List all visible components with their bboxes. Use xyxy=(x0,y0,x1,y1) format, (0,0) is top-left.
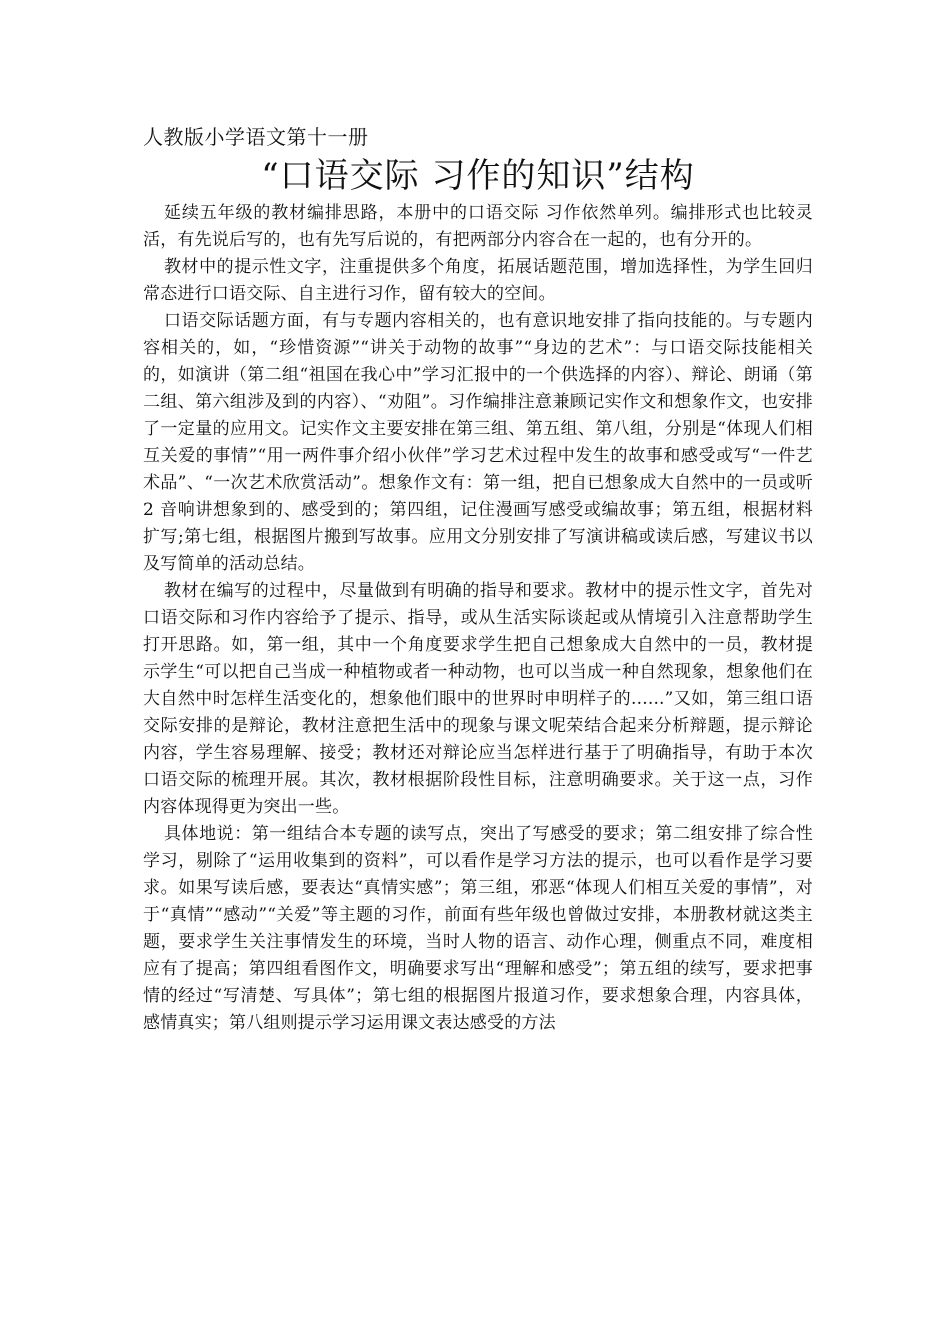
paragraph-4: 教材在编写的过程中，尽量做到有明确的指导和要求。教材中的提示性文字，首先对口语交际和习作内容给予了提示、指导，或从生活实际谈起或从情境引入注意帮助学生打开思路。如，第一组，其中一个角度要求学生把自己想象成大自然中的一员，教材提示学生“可以把自己当成一种植物或者一种动物，也可以当成一种自然现象，想象他们在大自然中时怎样生活变化的，想象他们眼中的世界时申明样子的......”又如，第三组口语交际安排的是辩论，教材注意把生活中的现象与课文呢荣结合起来分析辩题，提示辩论内容，学生容易理解、接受；教材还对辩论应当怎样进行基于了明确指导，有助于本次口语交际的梳理开展。其次，教材根据阶段性目标，注意明确要求。关于这一点，习作内容体现得更为突出一些。 xyxy=(143,581,813,817)
document-title: “口语交际 习作的知识”结构 xyxy=(261,156,695,196)
paragraph-1: 延续五年级的教材编排思路，本册中的口语交际 习作依然单列。编排形式也比较灵活，有先说后写的，也有先写后说的，有把两部分内容合在一起的，也有分开的。 xyxy=(143,203,813,250)
document-subtitle: 人教版小学语文第十一册 xyxy=(143,125,369,149)
paragraph-2: 教材中的提示性文字，注重提供多个角度，拓展话题范围，增加选择性，为学生回归常态进行口语交际、自主进行习作，留有较大的空间。 xyxy=(143,257,813,304)
paragraph-3: 口语交际话题方面，有与专题内容相关的，也有意识地安排了指向技能的。与专题内容相关的，如，“珍惜资源”“讲关于动物的故事”“身边的艺术”：与口语交际技能相关的，如演讲（第二组“祖国在我心中”学习汇报中的一个供选择的内容）、辩论、朗诵（第二组、第六组涉及到的内容）、“劝阻”。习作编排注意兼顾记实作文和想象作文，也安排了一定量的应用文。记实作文主要安排在第三组、第五组、第八组，分别是“体现人们相互关爱的事情”“用一两件事介绍小伙伴”学习艺术过程中发生的故事和感受或写“一件艺术品”、“一次艺术欣赏活动”。想象作文有：第一组，把自已想象成大自然中的一员或听 2 音响讲想象到的、感受到的；第四组，记住漫画写感受或编故事；第五组，根据材料扩写;第七组，根据图片搬到写故事。应用文分别安排了写演讲稿或读后感，写建议书以及写简单的活动总结。 xyxy=(143,311,813,574)
paragraph-5: 具体地说：第一组结合本专题的读写点，突出了写感受的要求；第二组安排了综合性学习，剔除了“运用收集到的资料”，可以看作是学习方法的提示，也可以看作是学习要求。如果写读后感，要表达“真情实感”；第三组，邪恶“体现人们相互关爱的事情”，对于“真情”“感动”“关爱”等主题的习作，前面有些年级也曾做过安排，本册教材就这类主题，要求学生关注事情发生的环境，当时人物的语言、动作心理，侧重点不同，难度相应有了提高；第四组看图作文，明确要求写出“理解和感受”；第五组的续写，要求把事情的经过“写清楚、写具体”；第七组的根据图片报道习作，要求想象合理，内容具体，感情真实；第八组则提示学习运用课文表达感受的方法 xyxy=(143,824,813,1033)
document-page xyxy=(143,122,813,1037)
